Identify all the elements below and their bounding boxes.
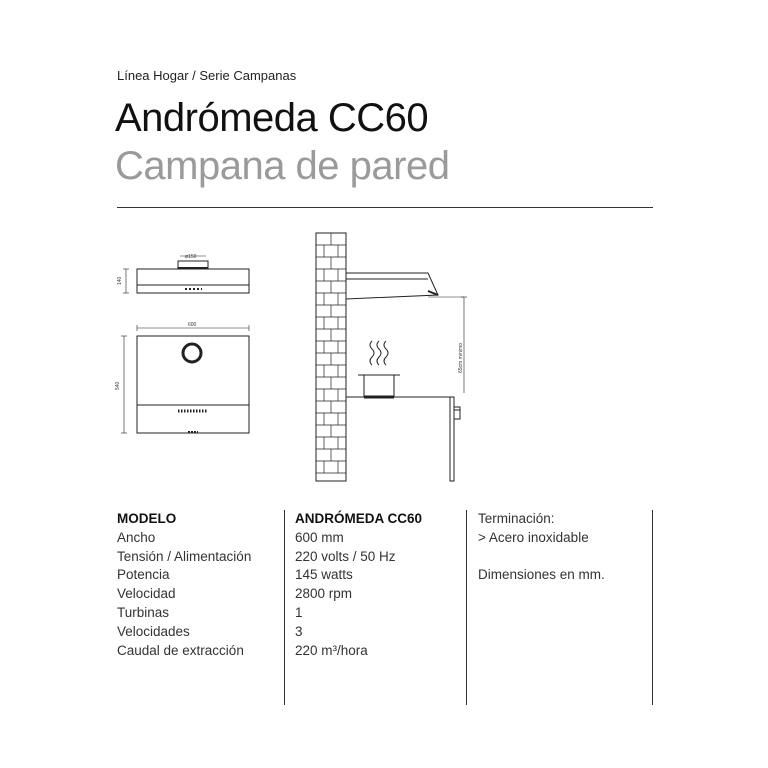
breadcrumb: Línea Hogar / Serie Campanas bbox=[117, 68, 297, 83]
install-height-label: 65cm mínimo bbox=[458, 342, 464, 373]
spec-label-flow: Caudal de extracción bbox=[117, 642, 244, 658]
hood-side-view bbox=[346, 273, 438, 299]
spec-label-voltage: Tensión / Alimentación bbox=[117, 548, 252, 564]
spec-value-speeds: 3 bbox=[295, 623, 303, 639]
brick-wall bbox=[316, 233, 346, 481]
spec-values-column bbox=[295, 510, 465, 705]
spec-value-speed: 2800 rpm bbox=[295, 586, 353, 602]
spec-value-voltage: 220 volts / 50 Hz bbox=[295, 548, 396, 564]
spec-label-speed: Velocidad bbox=[117, 586, 176, 602]
spacer bbox=[478, 548, 653, 567]
duct-diameter-label: ø150 bbox=[185, 254, 197, 260]
spec-value-model: ANDRÓMEDA CC60 bbox=[295, 511, 423, 526]
spec-label-width: Ancho bbox=[117, 529, 156, 545]
spec-table bbox=[117, 510, 653, 705]
spec-value-flow: 220 m³/hora bbox=[295, 642, 368, 658]
dimensions-note: Dimensiones en mm. bbox=[478, 567, 605, 583]
technical-drawing bbox=[110, 225, 470, 490]
spec-label-model: MODELO bbox=[117, 511, 177, 526]
spec-value-turbines: 1 bbox=[295, 604, 303, 620]
column-divider bbox=[466, 510, 467, 705]
spec-value-width: 600 mm bbox=[295, 529, 344, 545]
finish-label: Terminación: bbox=[478, 511, 555, 526]
depth-label: 540 bbox=[115, 381, 121, 390]
spec-label-speeds: Velocidades bbox=[117, 623, 190, 639]
hood-plan-view bbox=[121, 325, 249, 433]
cooktop-and-pot bbox=[346, 341, 460, 481]
column-divider bbox=[284, 510, 285, 705]
spec-labels-column bbox=[117, 510, 277, 705]
finish-value: > Acero inoxidable bbox=[478, 529, 589, 545]
page-title: Andrómeda CC60 bbox=[115, 96, 429, 140]
table-right-border bbox=[652, 510, 653, 705]
header-divider bbox=[117, 207, 653, 208]
spec-label-power: Potencia bbox=[117, 567, 170, 583]
page-subtitle: Campana de pared bbox=[115, 144, 450, 188]
hood-front-view bbox=[123, 256, 249, 293]
spec-label-turbines: Turbinas bbox=[117, 604, 170, 620]
spec-value-power: 145 watts bbox=[295, 567, 353, 583]
spec-notes-column bbox=[478, 510, 653, 705]
width-label: 600 bbox=[188, 322, 197, 328]
height-label: 140 bbox=[117, 276, 123, 285]
